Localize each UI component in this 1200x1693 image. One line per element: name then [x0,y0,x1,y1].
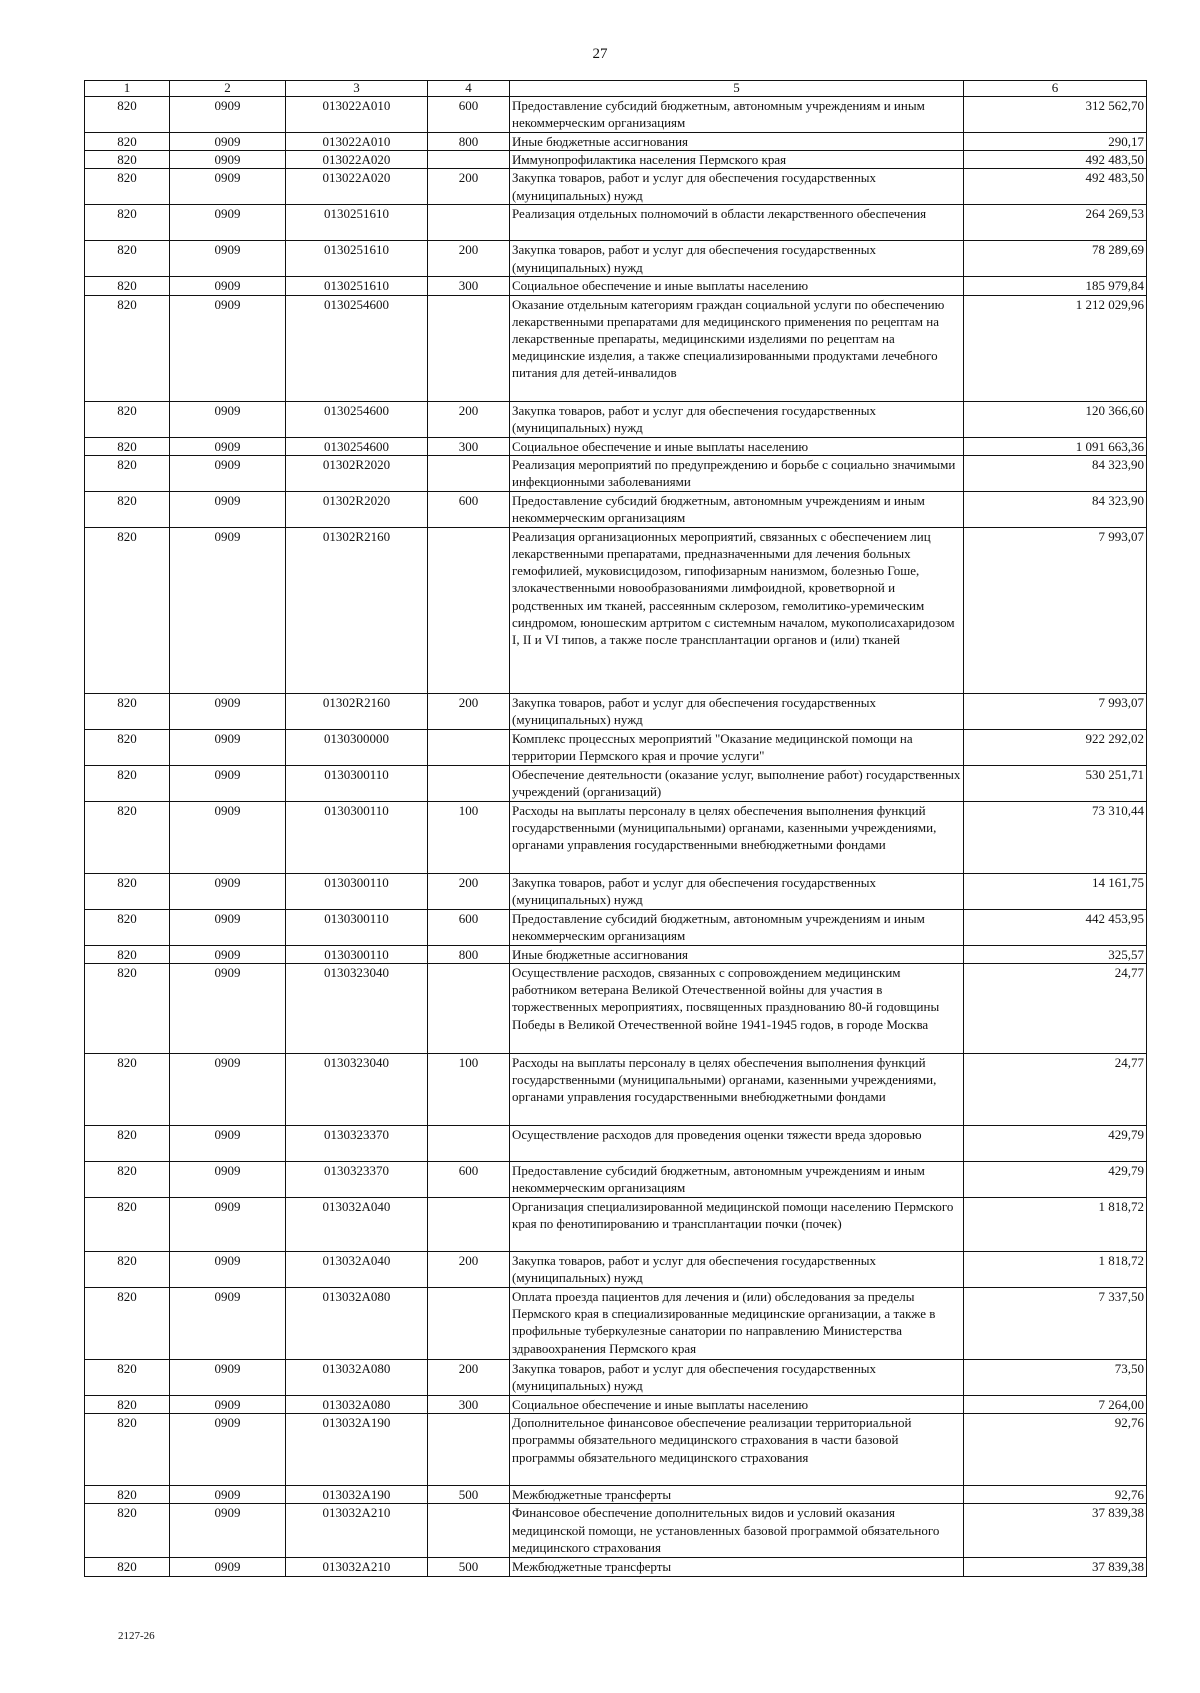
cell-amount: 1 818,72 [964,1252,1147,1288]
cell-target-article-code: 0130323040 [286,964,428,1054]
cell-target-article-code: 0130300110 [286,765,428,801]
cell-ministry-code: 820 [85,909,170,945]
table-row [85,1162,1147,1198]
cell-section-code: 0909 [170,873,286,909]
table-row [85,1360,1147,1396]
cell-section-code: 0909 [170,1054,286,1126]
table-row [85,1252,1147,1288]
cell-target-article-code: 013032A190 [286,1414,428,1486]
table-row [85,1558,1147,1576]
cell-ministry-code: 820 [85,1558,170,1576]
cell-description: Межбюджетные трансферты [510,1558,964,1576]
cell-description: Оплата проезда пациентов для лечения и (или) обследования за пределы Пермского края в специализированные медицинские организации, а также в профильные туберкулезные санатории по направлению Министерства здравоохранения Пермского края [510,1288,964,1360]
cell-expense-type-code [428,205,510,241]
cell-section-code: 0909 [170,169,286,205]
cell-description: Социальное обеспечение и иные выплаты населению [510,437,964,455]
cell-section-code: 0909 [170,455,286,491]
cell-ministry-code: 820 [85,241,170,277]
cell-section-code: 0909 [170,945,286,963]
table-row [85,1396,1147,1414]
cell-expense-type-code [428,729,510,765]
cell-amount: 7 337,50 [964,1288,1147,1360]
cell-expense-type-code: 200 [428,1360,510,1396]
table-row [85,295,1147,401]
cell-ministry-code: 820 [85,1126,170,1162]
cell-description: Комплекс процессных мероприятий "Оказание медицинской помощи на территории Пермского края и прочие услуги" [510,729,964,765]
cell-description: Социальное обеспечение и иные выплаты населению [510,1396,964,1414]
table-row [85,1504,1147,1558]
cell-target-article-code: 013022A010 [286,133,428,151]
cell-target-article-code: 0130323370 [286,1126,428,1162]
cell-expense-type-code [428,1126,510,1162]
cell-amount: 24,77 [964,1054,1147,1126]
cell-section-code: 0909 [170,133,286,151]
cell-description: Дополнительное финансовое обеспечение реализации территориальной программы обязательного медицинского страхования в части базовой программы обязательного медицинского страхования [510,1414,964,1486]
cell-amount: 7 993,07 [964,527,1147,693]
table-row [85,97,1147,133]
cell-target-article-code: 013032A190 [286,1486,428,1504]
cell-amount: 37 839,38 [964,1558,1147,1576]
cell-expense-type-code: 800 [428,133,510,151]
cell-expense-type-code: 500 [428,1558,510,1576]
cell-expense-type-code: 200 [428,693,510,729]
cell-description: Реализация мероприятий по предупреждению и борьбе с социально значимыми инфекционными заболеваниями [510,455,964,491]
cell-description: Закупка товаров, работ и услуг для обеспечения государственных (муниципальных) нужд [510,401,964,437]
table-row [85,801,1147,873]
cell-section-code: 0909 [170,241,286,277]
cell-expense-type-code: 600 [428,909,510,945]
cell-ministry-code: 820 [85,1414,170,1486]
table-row [85,437,1147,455]
cell-description: Иммунопрофилактика населения Пермского края [510,151,964,169]
header-col-3: 3 [286,81,428,97]
table-row [85,1486,1147,1504]
cell-amount: 492 483,50 [964,151,1147,169]
cell-amount: 530 251,71 [964,765,1147,801]
cell-expense-type-code [428,527,510,693]
cell-description: Закупка товаров, работ и услуг для обеспечения государственных (муниципальных) нужд [510,693,964,729]
cell-description: Обеспечение деятельности (оказание услуг, выполнение работ) государственных учреждений (организаций) [510,765,964,801]
cell-amount: 78 289,69 [964,241,1147,277]
cell-amount: 492 483,50 [964,169,1147,205]
cell-ministry-code: 820 [85,1504,170,1558]
cell-section-code: 0909 [170,1252,286,1288]
page-number: 27 [592,46,608,62]
cell-expense-type-code: 300 [428,277,510,295]
cell-section-code: 0909 [170,765,286,801]
cell-target-article-code: 013032A080 [286,1288,428,1360]
cell-description: Закупка товаров, работ и услуг для обеспечения государственных (муниципальных) нужд [510,241,964,277]
cell-description: Оказание отдельным категориям граждан социальной услуги по обеспечению лекарственными препаратами для медицинского применения по рецептам на лекарственные препараты, медицинскими изделиями по рецептам на медицинские изделия, а также специализированными продуктами лечебного питания для детей-инвалидов [510,295,964,401]
cell-ministry-code: 820 [85,527,170,693]
cell-expense-type-code: 200 [428,241,510,277]
table-row [85,964,1147,1054]
cell-amount: 7 264,00 [964,1396,1147,1414]
cell-ministry-code: 820 [85,873,170,909]
cell-amount: 442 453,95 [964,909,1147,945]
cell-amount: 1 091 663,36 [964,437,1147,455]
cell-ministry-code: 820 [85,1198,170,1252]
cell-ministry-code: 820 [85,1288,170,1360]
cell-description: Предоставление субсидий бюджетным, автономным учреждениям и иным некоммерческим организациям [510,491,964,527]
cell-section-code: 0909 [170,1558,286,1576]
table-row [85,1414,1147,1486]
cell-description: Иные бюджетные ассигнования [510,945,964,963]
cell-ministry-code: 820 [85,133,170,151]
cell-ministry-code: 820 [85,964,170,1054]
cell-section-code: 0909 [170,1162,286,1198]
cell-section-code: 0909 [170,205,286,241]
cell-target-article-code: 013032A040 [286,1198,428,1252]
cell-ministry-code: 820 [85,801,170,873]
table-row [85,401,1147,437]
cell-section-code: 0909 [170,277,286,295]
table-row [85,1054,1147,1126]
cell-description: Межбюджетные трансферты [510,1486,964,1504]
cell-target-article-code: 013032A040 [286,1252,428,1288]
table-header-row [85,81,1147,97]
cell-expense-type-code: 600 [428,1162,510,1198]
cell-expense-type-code [428,765,510,801]
cell-ministry-code: 820 [85,437,170,455]
cell-expense-type-code: 200 [428,401,510,437]
table-row [85,527,1147,693]
cell-target-article-code: 0130323040 [286,1054,428,1126]
cell-target-article-code: 01302R2160 [286,527,428,693]
cell-amount: 92,76 [964,1414,1147,1486]
cell-description: Реализация организационных мероприятий, связанных с обеспечением лиц лекарственными препаратами, предназначенными для лечения больных гемофилией, муковисцидозом, гипофизарным нанизмом, болезнью Гоше, злокачественными новообразованиями лимфоидной, кроветворной и родственных им тканей, рассеянным склерозом, гемолитико-уремическим синдромом, юношеским артритом с системным началом, мукополисахаридозом I, II и VI типов, а также после трансплантации органов и (или) тканей [510,527,964,693]
cell-section-code: 0909 [170,1288,286,1360]
cell-target-article-code: 0130323370 [286,1162,428,1198]
cell-amount: 185 979,84 [964,277,1147,295]
cell-ministry-code: 820 [85,97,170,133]
cell-target-article-code: 0130251610 [286,277,428,295]
header-col-2: 2 [170,81,286,97]
cell-expense-type-code [428,1198,510,1252]
cell-description: Предоставление субсидий бюджетным, автономным учреждениям и иным некоммерческим организациям [510,97,964,133]
cell-amount: 312 562,70 [964,97,1147,133]
table-row [85,765,1147,801]
cell-amount: 7 993,07 [964,693,1147,729]
cell-description: Закупка товаров, работ и услуг для обеспечения государственных (муниципальных) нужд [510,1360,964,1396]
table-row [85,491,1147,527]
header-col-6: 6 [964,81,1147,97]
table-row [85,151,1147,169]
cell-expense-type-code [428,1288,510,1360]
table-row [85,729,1147,765]
cell-section-code: 0909 [170,527,286,693]
cell-ministry-code: 820 [85,1252,170,1288]
cell-expense-type-code: 600 [428,491,510,527]
cell-target-article-code: 013032A210 [286,1558,428,1576]
cell-ministry-code: 820 [85,1054,170,1126]
cell-amount: 922 292,02 [964,729,1147,765]
table-body [85,97,1147,1577]
cell-expense-type-code: 800 [428,945,510,963]
cell-section-code: 0909 [170,1396,286,1414]
cell-description: Осуществление расходов для проведения оценки тяжести вреда здоровью [510,1126,964,1162]
cell-target-article-code: 0130300110 [286,873,428,909]
cell-ministry-code: 820 [85,1360,170,1396]
cell-target-article-code: 0130254600 [286,295,428,401]
cell-target-article-code: 0130254600 [286,401,428,437]
cell-target-article-code: 0130300110 [286,909,428,945]
cell-ministry-code: 820 [85,491,170,527]
cell-expense-type-code [428,964,510,1054]
cell-expense-type-code: 600 [428,97,510,133]
cell-amount: 290,17 [964,133,1147,151]
cell-ministry-code: 820 [85,729,170,765]
cell-description: Закупка товаров, работ и услуг для обеспечения государственных (муниципальных) нужд [510,169,964,205]
cell-target-article-code: 013022A020 [286,151,428,169]
cell-section-code: 0909 [170,1126,286,1162]
cell-description: Закупка товаров, работ и услуг для обеспечения государственных (муниципальных) нужд [510,873,964,909]
header-col-1: 1 [85,81,170,97]
table-row [85,693,1147,729]
cell-amount: 84 323,90 [964,491,1147,527]
cell-section-code: 0909 [170,97,286,133]
cell-expense-type-code: 200 [428,1252,510,1288]
cell-amount: 325,57 [964,945,1147,963]
cell-expense-type-code: 200 [428,169,510,205]
table-row [85,1126,1147,1162]
cell-ministry-code: 820 [85,277,170,295]
cell-target-article-code: 01302R2020 [286,455,428,491]
cell-expense-type-code [428,295,510,401]
cell-description: Иные бюджетные ассигнования [510,133,964,151]
cell-section-code: 0909 [170,1486,286,1504]
cell-ministry-code: 820 [85,455,170,491]
cell-description: Закупка товаров, работ и услуг для обеспечения государственных (муниципальных) нужд [510,1252,964,1288]
cell-amount: 73,50 [964,1360,1147,1396]
cell-target-article-code: 013032A080 [286,1360,428,1396]
table-row [85,1198,1147,1252]
cell-amount: 24,77 [964,964,1147,1054]
cell-section-code: 0909 [170,151,286,169]
cell-section-code: 0909 [170,1360,286,1396]
cell-target-article-code: 013022A010 [286,97,428,133]
table-row [85,169,1147,205]
cell-ministry-code: 820 [85,945,170,963]
table-row [85,205,1147,241]
cell-amount: 264 269,53 [964,205,1147,241]
cell-section-code: 0909 [170,801,286,873]
cell-ministry-code: 820 [85,205,170,241]
cell-expense-type-code: 500 [428,1486,510,1504]
cell-description: Реализация отдельных полномочий в области лекарственного обеспечения [510,205,964,241]
budget-table [84,80,1147,1577]
table-row [85,241,1147,277]
cell-description: Предоставление субсидий бюджетным, автономным учреждениям и иным некоммерческим организациям [510,909,964,945]
cell-amount: 84 323,90 [964,455,1147,491]
cell-section-code: 0909 [170,1414,286,1486]
cell-section-code: 0909 [170,693,286,729]
cell-expense-type-code [428,151,510,169]
table-row [85,909,1147,945]
cell-section-code: 0909 [170,295,286,401]
table-row [85,945,1147,963]
cell-amount: 120 366,60 [964,401,1147,437]
cell-ministry-code: 820 [85,401,170,437]
cell-expense-type-code: 300 [428,437,510,455]
cell-ministry-code: 820 [85,1396,170,1414]
cell-ministry-code: 820 [85,295,170,401]
table-row [85,277,1147,295]
cell-amount: 1 818,72 [964,1198,1147,1252]
cell-target-article-code: 0130251610 [286,241,428,277]
cell-expense-type-code: 100 [428,1054,510,1126]
cell-description: Предоставление субсидий бюджетным, автономным учреждениям и иным некоммерческим организациям [510,1162,964,1198]
header-col-4: 4 [428,81,510,97]
cell-expense-type-code [428,1504,510,1558]
cell-target-article-code: 013022A020 [286,169,428,205]
cell-section-code: 0909 [170,729,286,765]
cell-expense-type-code: 300 [428,1396,510,1414]
cell-section-code: 0909 [170,1198,286,1252]
cell-amount: 73 310,44 [964,801,1147,873]
cell-amount: 429,79 [964,1162,1147,1198]
cell-expense-type-code [428,1414,510,1486]
cell-target-article-code: 0130251610 [286,205,428,241]
cell-section-code: 0909 [170,909,286,945]
cell-ministry-code: 820 [85,151,170,169]
cell-description: Расходы на выплаты персоналу в целях обеспечения выполнения функций государственными (муниципальными) органами, казенными учреждениями, органами управления государственными внебюджетными фондами [510,801,964,873]
cell-target-article-code: 01302R2160 [286,693,428,729]
cell-ministry-code: 820 [85,765,170,801]
cell-expense-type-code [428,455,510,491]
cell-expense-type-code: 200 [428,873,510,909]
cell-target-article-code: 01302R2020 [286,491,428,527]
cell-section-code: 0909 [170,1504,286,1558]
cell-amount: 1 212 029,96 [964,295,1147,401]
cell-amount: 429,79 [964,1126,1147,1162]
cell-section-code: 0909 [170,964,286,1054]
footer-code: 2127-26 [118,1630,155,1642]
cell-target-article-code: 013032A080 [286,1396,428,1414]
cell-amount: 92,76 [964,1486,1147,1504]
cell-description: Социальное обеспечение и иные выплаты населению [510,277,964,295]
cell-target-article-code: 0130300110 [286,801,428,873]
cell-section-code: 0909 [170,437,286,455]
cell-ministry-code: 820 [85,1162,170,1198]
cell-amount: 14 161,75 [964,873,1147,909]
cell-expense-type-code: 100 [428,801,510,873]
cell-description: Финансовое обеспечение дополнительных видов и условий оказания медицинской помощи, не установленных базовой программой обязательного медицинского страхования [510,1504,964,1558]
cell-description: Организация специализированной медицинской помощи населению Пермского края по фенотипированию и трансплантации почки (почек) [510,1198,964,1252]
table-row [85,873,1147,909]
cell-ministry-code: 820 [85,169,170,205]
cell-section-code: 0909 [170,491,286,527]
cell-description: Осуществление расходов, связанных с сопровождением медицинским работником ветерана Великой Отечественной войны для участия в торжественных мероприятиях, посвященных празднованию 80-й годовщины Победы в Великой Отечественной войне 1941-1945 годов, в городе Москва [510,964,964,1054]
header-col-5: 5 [510,81,964,97]
table-row [85,1288,1147,1360]
table-row [85,455,1147,491]
cell-description: Расходы на выплаты персоналу в целях обеспечения выполнения функций государственными (муниципальными) органами, казенными учреждениями, органами управления государственными внебюджетными фондами [510,1054,964,1126]
cell-target-article-code: 013032A210 [286,1504,428,1558]
cell-amount: 37 839,38 [964,1504,1147,1558]
cell-ministry-code: 820 [85,1486,170,1504]
cell-section-code: 0909 [170,401,286,437]
table-row [85,133,1147,151]
cell-target-article-code: 0130300000 [286,729,428,765]
cell-ministry-code: 820 [85,693,170,729]
cell-target-article-code: 0130254600 [286,437,428,455]
cell-target-article-code: 0130300110 [286,945,428,963]
